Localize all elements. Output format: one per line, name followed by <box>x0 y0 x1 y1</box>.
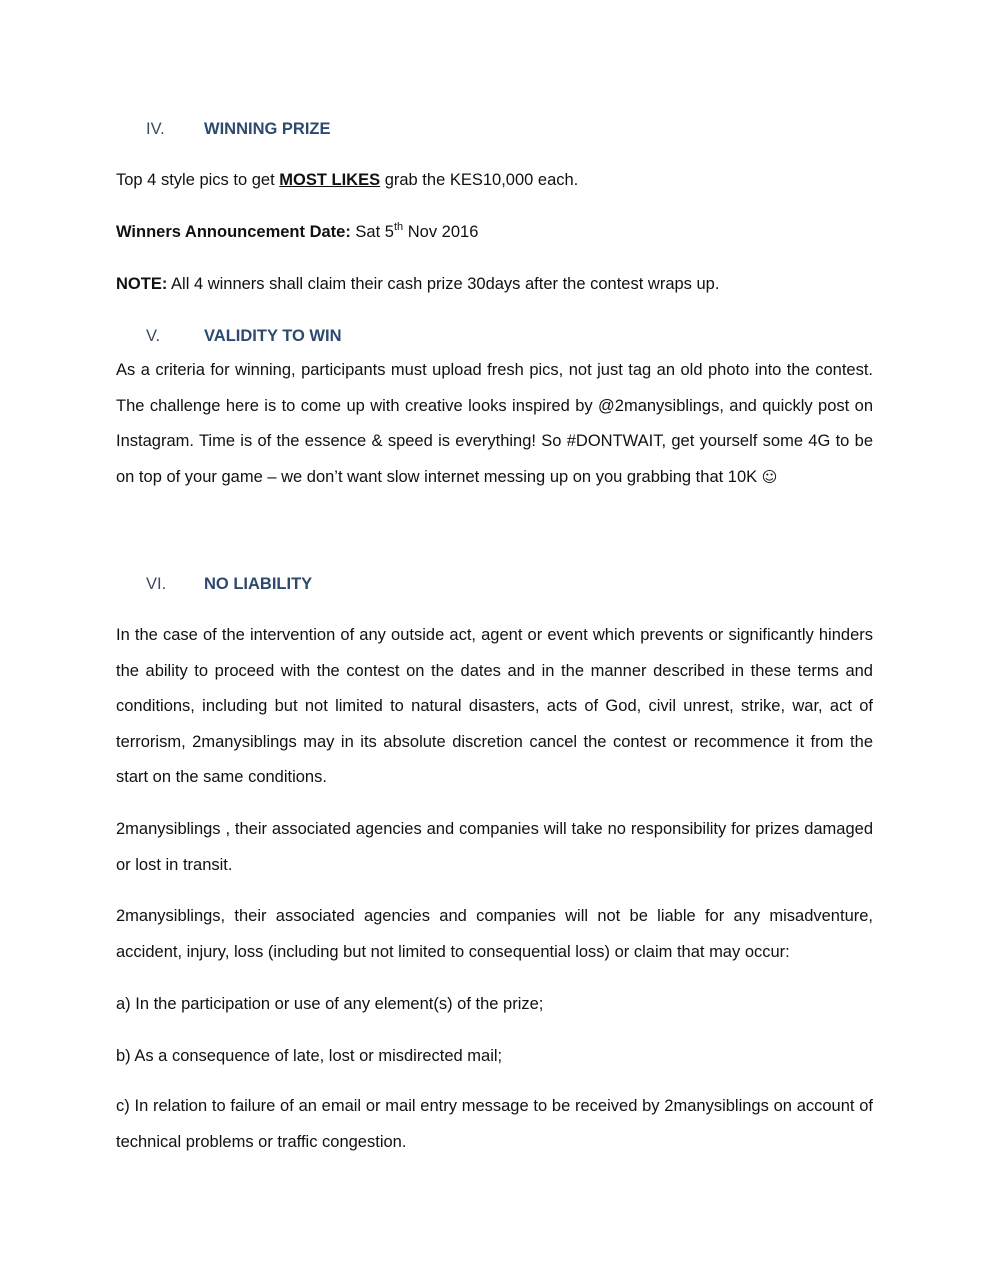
note-label: NOTE: <box>116 275 168 293</box>
liability-item-c: c) In relation to failure of an email or mail entry message to be received by 2manysiblings on account of technical problems or traffic congestion. <box>116 1097 873 1151</box>
prize-text-post: grab the KES10,000 each. <box>380 171 579 189</box>
section-heading-winning-prize <box>116 117 873 141</box>
section-heading-no-liability <box>116 572 873 596</box>
note-paragraph <box>116 272 873 296</box>
prize-text-pre: Top 4 style pics to get <box>116 171 280 189</box>
announcement-paragraph <box>116 220 873 244</box>
announcement-date-pre: Sat 5 <box>350 223 394 241</box>
prize-paragraph <box>116 168 873 192</box>
liability-paragraph-3: 2manysiblings, their associated agencies and companies will not be liable for any misadventure, accident, injury, loss (including but not limited to consequential loss) or claim that may occur: <box>116 907 873 961</box>
prize-emphasis: MOST LIKES <box>279 171 381 189</box>
validity-text: As a criteria for winning, participants must upload fresh pics, not just tag an old photo into the contest. The challenge here is to come up with creative looks inspired by @2manysiblings, and quickly post on Instagram. Time is of the essence & speed is everything! So #DONTWAIT, get yourself some 4G to be on top of your game – we don’t want slow internet messing up on you grabbing that 10K <box>116 361 873 486</box>
section-number: VI. <box>146 575 167 593</box>
note-text: All 4 winners shall claim their cash prize 30days after the contest wraps up. <box>167 275 720 293</box>
announcement-date-sup: th <box>393 221 404 233</box>
section-heading-validity <box>116 324 873 348</box>
section-title: NO LIABILITY <box>204 575 313 593</box>
liability-paragraph-2: 2manysiblings , their associated agencies and companies will take no responsibility for prizes damaged or lost in transit. <box>116 820 873 874</box>
announcement-label: Winners Announcement Date: <box>116 223 351 241</box>
liability-item-a: a) In the participation or use of any element(s) of the prize; <box>116 995 544 1013</box>
validity-paragraph <box>116 353 873 495</box>
section-title: VALIDITY TO WIN <box>204 327 342 345</box>
smiley-icon: ☺ <box>761 467 778 486</box>
announcement-date-post: Nov 2016 <box>403 223 479 241</box>
liability-item-b: b) As a consequence of late, lost or misdirected mail; <box>116 1047 503 1065</box>
section-title: WINNING PRIZE <box>204 120 331 138</box>
section-number: V. <box>146 327 161 345</box>
section-number: IV. <box>146 120 165 138</box>
liability-paragraph-1: In the case of the intervention of any outside act, agent or event which prevents or significantly hinders the ability to proceed with the contest on the dates and in the manner described in these terms and conditions, including but not limited to natural disasters, acts of God, civil unrest, strike, war, act of terrorism, 2manysiblings may in its absolute discretion cancel the contest or recommence it from the start on the same conditions. <box>116 626 873 786</box>
